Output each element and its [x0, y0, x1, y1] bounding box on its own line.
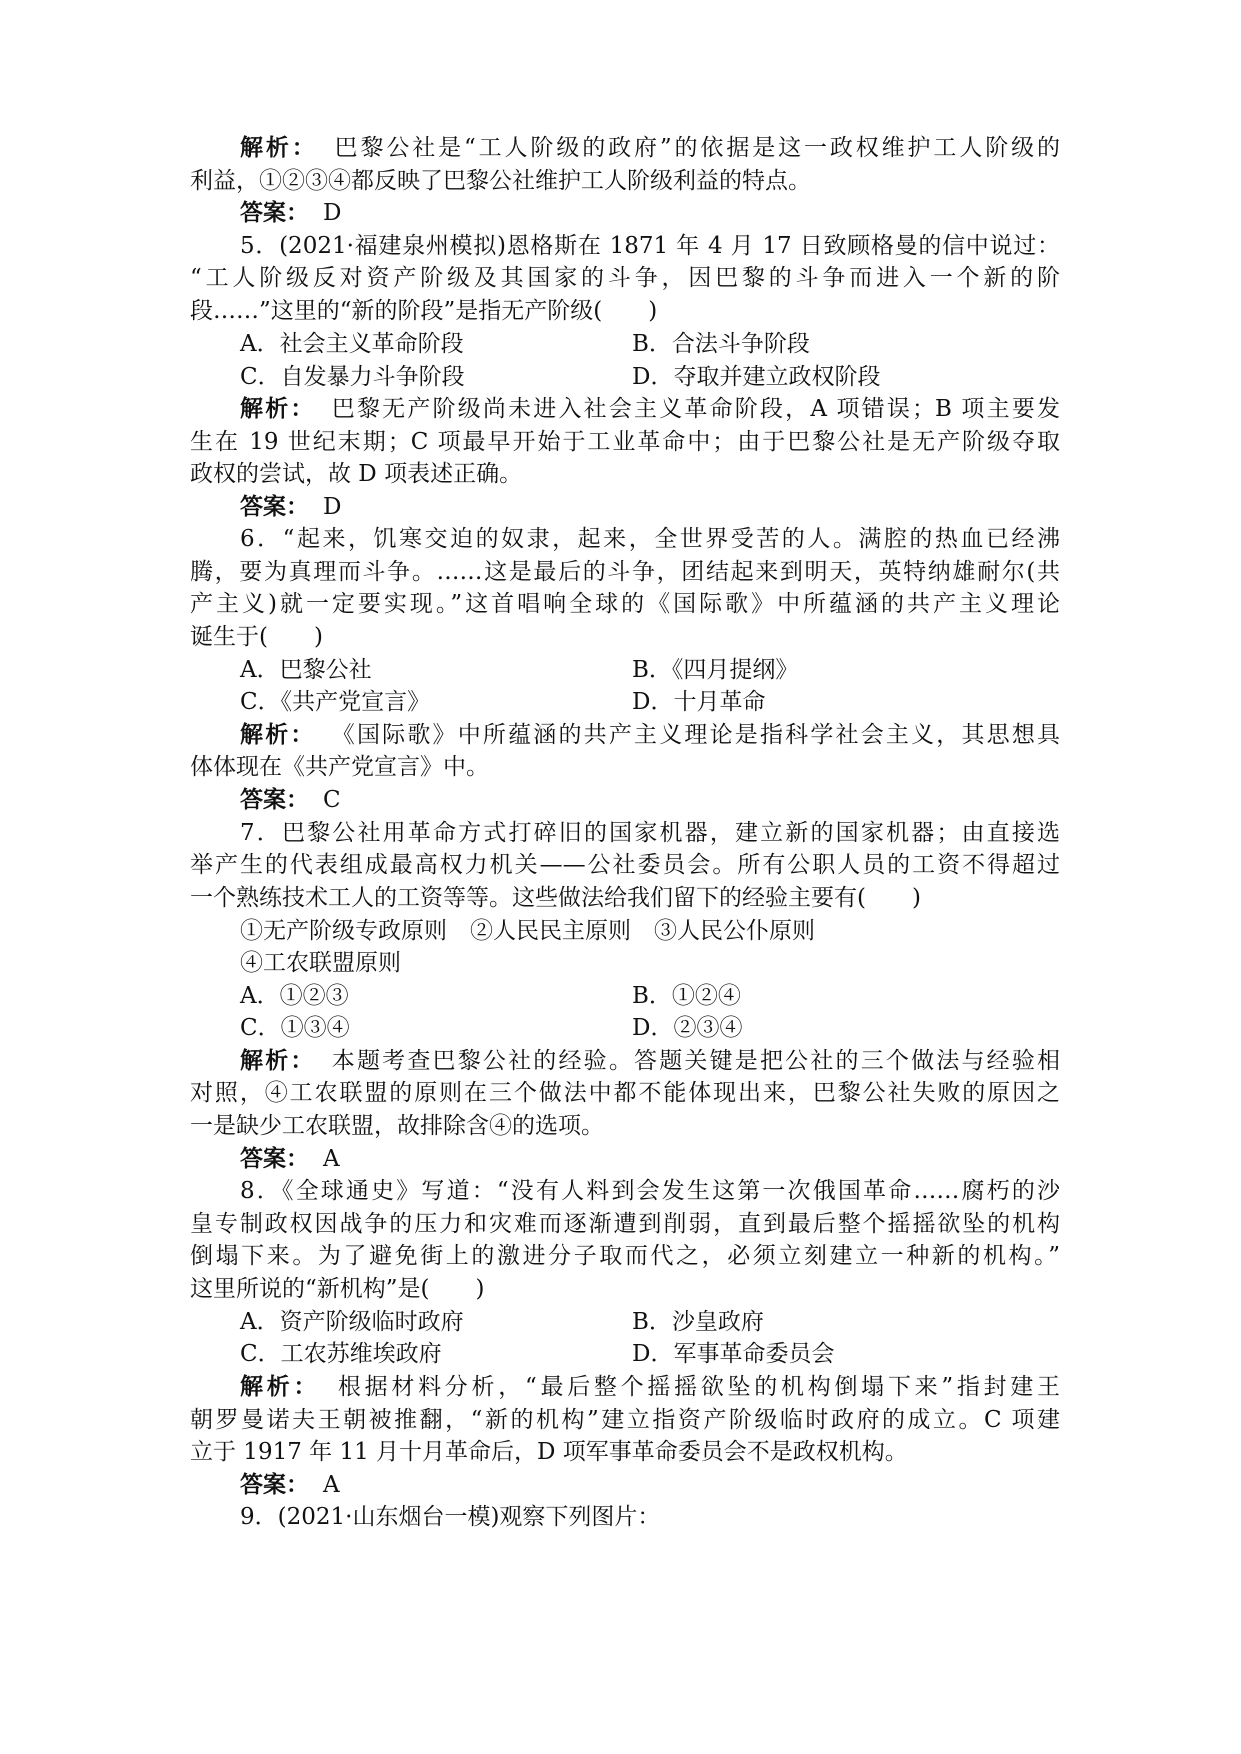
question-7-stem: 一个熟练技术工人的工资等等。这些做法给我们留下的经验主要有( )	[190, 885, 921, 911]
question-6-stem: 诞生于( )	[190, 624, 323, 650]
question-7-stem: 7．巴黎公社用革命方式打碎旧的国家机器，建立新的国家机器；由直接选	[240, 820, 1060, 846]
option-b: B．合法斗争阶段	[632, 331, 810, 357]
question-6-stem: 腾，要为真理而斗争。……这是最后的斗争，团结起来到明天，英特纳雄耐尔(共	[190, 559, 1060, 585]
option-a: A．巴黎公社	[240, 657, 372, 683]
analysis-line: 解析： 巴黎无产阶级尚未进入社会主义革命阶段，A 项错误；B 项主要发	[240, 396, 1061, 422]
question-8-stem: 这里所说的“新机构”是( )	[190, 1276, 485, 1302]
answer-line	[240, 1468, 1060, 1502]
analysis-line: 解析： 本题考查巴黎公社的经验。答题关键是把公社的三个做法与经验相	[240, 1048, 1060, 1074]
option-c: C．工农苏维埃政府	[240, 1341, 442, 1367]
question-8-stem: 8．《全球通史》写道：“没有人料到会发生这第一次俄国革命……腐朽的沙	[240, 1178, 1060, 1204]
question-6-stem: 6．“起来，饥寒交迫的奴隶，起来，全世界受苦的人。满腔的热血已经沸	[240, 526, 1060, 552]
option-c: C．①③④	[240, 1015, 350, 1041]
answer-value: A	[323, 1472, 340, 1498]
question-9-stem: 9．(2021·山东烟台一模)观察下列图片：	[240, 1504, 661, 1530]
answer-value: D	[323, 200, 342, 226]
answer-value: A	[323, 1146, 340, 1172]
analysis-label: 解析：	[240, 396, 316, 422]
option-d: D．②③④	[632, 1015, 743, 1041]
analysis-line: 解析： 根据材料分析，“最后整个摇摇欲坠的机构倒塌下来”指封建王	[240, 1374, 1060, 1400]
option-b: B．①②④	[632, 983, 741, 1009]
answer-line	[240, 1142, 1060, 1176]
question-7-statements: ①无产阶级专政原则 ②人民民主原则 ③人民公仆原则	[240, 918, 815, 944]
analysis-line: 一是缺少工农联盟，故排除含④的选项。	[190, 1113, 604, 1139]
analysis-line: 立于 1917 年 11 月十月革命后，D 项军事革命委员会不是政权机构。	[190, 1439, 908, 1465]
answer-label: 答案：	[240, 1146, 309, 1172]
option-c: C．《共产党宣言》	[240, 689, 431, 715]
analysis-line: 生在 19 世纪末期；C 项最早开始于工业革命中；由于巴黎公社是无产阶级夺取	[190, 429, 1060, 455]
question-6-stem: 产主义)就一定要实现。”这首唱响全球的《国际歌》中所蕴涵的共产主义理论	[190, 591, 1060, 617]
answer-label: 答案：	[240, 1472, 309, 1498]
analysis-label: 解析：	[240, 1374, 321, 1400]
option-d: D．军事革命委员会	[632, 1341, 835, 1367]
option-a: A．①②③	[240, 983, 349, 1009]
analysis-line: 体体现在《共产党宣言》中。	[190, 754, 489, 780]
option-a: A．资产阶级临时政府	[240, 1309, 464, 1335]
analysis-line: 解析： 巴黎公社是“工人阶级的政府”的依据是这一政权维护工人阶级的	[240, 135, 1060, 161]
question-8-stem: 皇专制政权因战争的压力和灾难而逐渐遭到削弱，直到最后整个摇摇欲坠的机构	[190, 1211, 1060, 1237]
answer-label: 答案：	[240, 494, 309, 520]
answer-value: D	[323, 494, 342, 520]
question-7-stem: 举产生的代表组成最高权力机关——公社委员会。所有公职人员的工资不得超过	[190, 852, 1060, 878]
answer-label: 答案：	[240, 200, 309, 226]
question-8-stem: 倒塌下来。为了避免街上的激进分子取而代之，必须立刻建立一种新的机构。”	[190, 1243, 1060, 1269]
answer-line	[240, 783, 1060, 817]
analysis-label: 解析：	[240, 722, 316, 748]
analysis-label: 解析：	[240, 135, 318, 161]
analysis-line: 利益，①②③④都反映了巴黎公社维护工人阶级利益的特点。	[190, 168, 811, 194]
question-7-statements: ④工农联盟原则	[240, 950, 401, 976]
analysis-line: 对照，④工农联盟的原则在三个做法中都不能体现出来，巴黎公社失败的原因之	[190, 1080, 1060, 1106]
analysis-line: 解析： 《国际歌》中所蕴涵的共产主义理论是指科学社会主义，其思想具	[240, 722, 1060, 748]
option-b: B．《四月提纲》	[632, 657, 799, 683]
analysis-line: 朝罗曼诺夫王朝被推翻，“新的机构”建立指资产阶级临时政府的成立。C 项建	[190, 1407, 1060, 1433]
question-5-stem: 段……”这里的“新的阶段”是指无产阶级( )	[190, 298, 658, 324]
question-5-stem: “工人阶级反对资产阶级及其国家的斗争，因巴黎的斗争而进入一个新的阶	[190, 265, 1060, 291]
answer-value: C	[323, 787, 341, 813]
answer-line	[240, 196, 1060, 230]
answer-label: 答案：	[240, 787, 309, 813]
question-5-stem: 5．(2021·福建泉州模拟)恩格斯在 1871 年 4 月 17 日致顾格曼的信中说过：	[240, 233, 1060, 259]
option-d: D．十月革命	[632, 689, 766, 715]
option-d: D．夺取并建立政权阶段	[632, 364, 881, 390]
analysis-label: 解析：	[240, 1048, 316, 1074]
option-c: C．自发暴力斗争阶段	[240, 364, 465, 390]
option-a: A．社会主义革命阶段	[240, 331, 464, 357]
answer-line	[240, 490, 1060, 524]
option-b: B．沙皇政府	[632, 1309, 764, 1335]
analysis-line: 政权的尝试，故 D 项表述正确。	[190, 461, 523, 487]
